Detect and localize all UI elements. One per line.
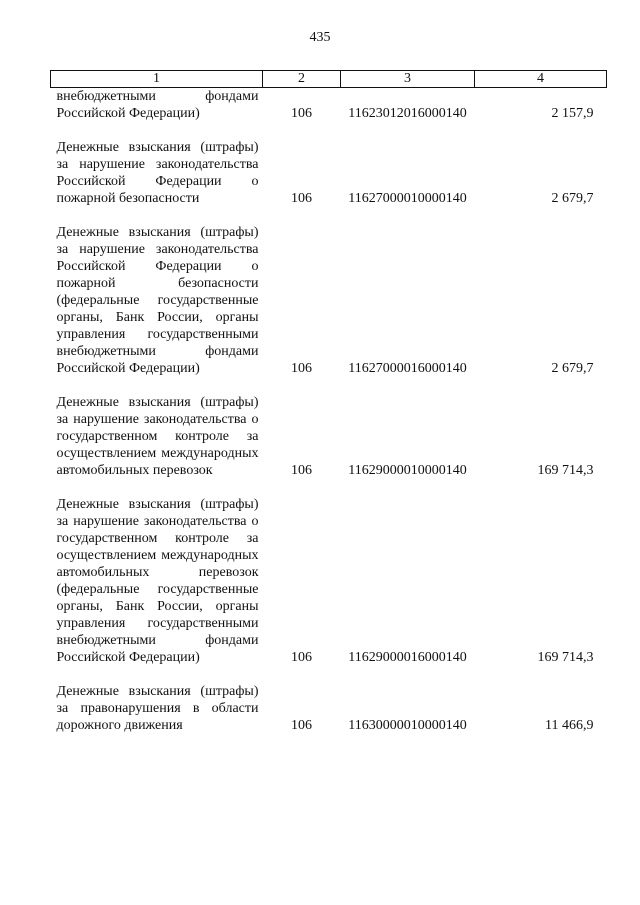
amount: 169 714,3 bbox=[537, 463, 594, 478]
admin-code: 106 bbox=[291, 463, 312, 478]
budget-classification-code: 11629000010000140 bbox=[348, 463, 467, 478]
table-row bbox=[51, 479, 607, 666]
revenue-description: внебюджетными фондами Российской Федерации) bbox=[56, 89, 259, 121]
admin-code: 106 bbox=[291, 650, 312, 665]
budget-revenue-table bbox=[50, 70, 607, 734]
admin-code: 106 bbox=[291, 361, 312, 376]
column-header-3: 3 bbox=[341, 71, 475, 88]
amount: 2 679,7 bbox=[551, 191, 594, 206]
amount: 2 157,9 bbox=[551, 106, 594, 121]
table-row bbox=[51, 377, 607, 479]
admin-code: 106 bbox=[291, 191, 312, 206]
revenue-description: Денежные взыскания (штрафы) за нарушение законодательства о государственном контроле за осуществлением международных автомобильных перевозок bbox=[56, 395, 259, 478]
admin-code: 106 bbox=[291, 718, 312, 733]
table-row bbox=[51, 666, 607, 734]
revenue-description: Денежные взыскания (штрафы) за правонарушения в области дорожного движения bbox=[56, 684, 259, 733]
column-header-2: 2 bbox=[263, 71, 341, 88]
revenue-description: Денежные взыскания (штрафы) за нарушение законодательства Российской Федерации о пожарной безопасности bbox=[56, 140, 259, 206]
revenue-description: Денежные взыскания (штрафы) за нарушение законодательства о государственном контроле за осуществлением международных автомобильных перевозок (федеральные государственные органы, Банк России, органы управления государственными внебюджетными фондами Российской Федерации) bbox=[56, 497, 259, 665]
table-body bbox=[51, 88, 607, 735]
table-row bbox=[51, 207, 607, 377]
column-header-4: 4 bbox=[475, 71, 607, 88]
amount: 169 714,3 bbox=[537, 650, 594, 665]
budget-classification-code: 11627000010000140 bbox=[348, 191, 467, 206]
budget-classification-code: 11630000010000140 bbox=[348, 718, 467, 733]
column-header-1: 1 bbox=[51, 71, 263, 88]
amount: 11 466,9 bbox=[545, 718, 594, 733]
budget-classification-code: 11623012016000140 bbox=[348, 106, 467, 121]
table-row bbox=[51, 122, 607, 207]
amount: 2 679,7 bbox=[551, 361, 594, 376]
table-row bbox=[51, 88, 607, 123]
table-header bbox=[51, 71, 607, 88]
page-number: 435 bbox=[309, 30, 331, 45]
revenue-description: Денежные взыскания (штрафы) за нарушение законодательства Российской Федерации о пожарной безопасности (федеральные государственные органы, Банк России, органы управления государственными внебюджетными фондами Российской Федерации) bbox=[56, 225, 259, 376]
budget-classification-code: 11629000016000140 bbox=[348, 650, 467, 665]
column-number-row bbox=[51, 71, 607, 88]
budget-classification-code: 11627000016000140 bbox=[348, 361, 467, 376]
admin-code: 106 bbox=[291, 106, 312, 121]
